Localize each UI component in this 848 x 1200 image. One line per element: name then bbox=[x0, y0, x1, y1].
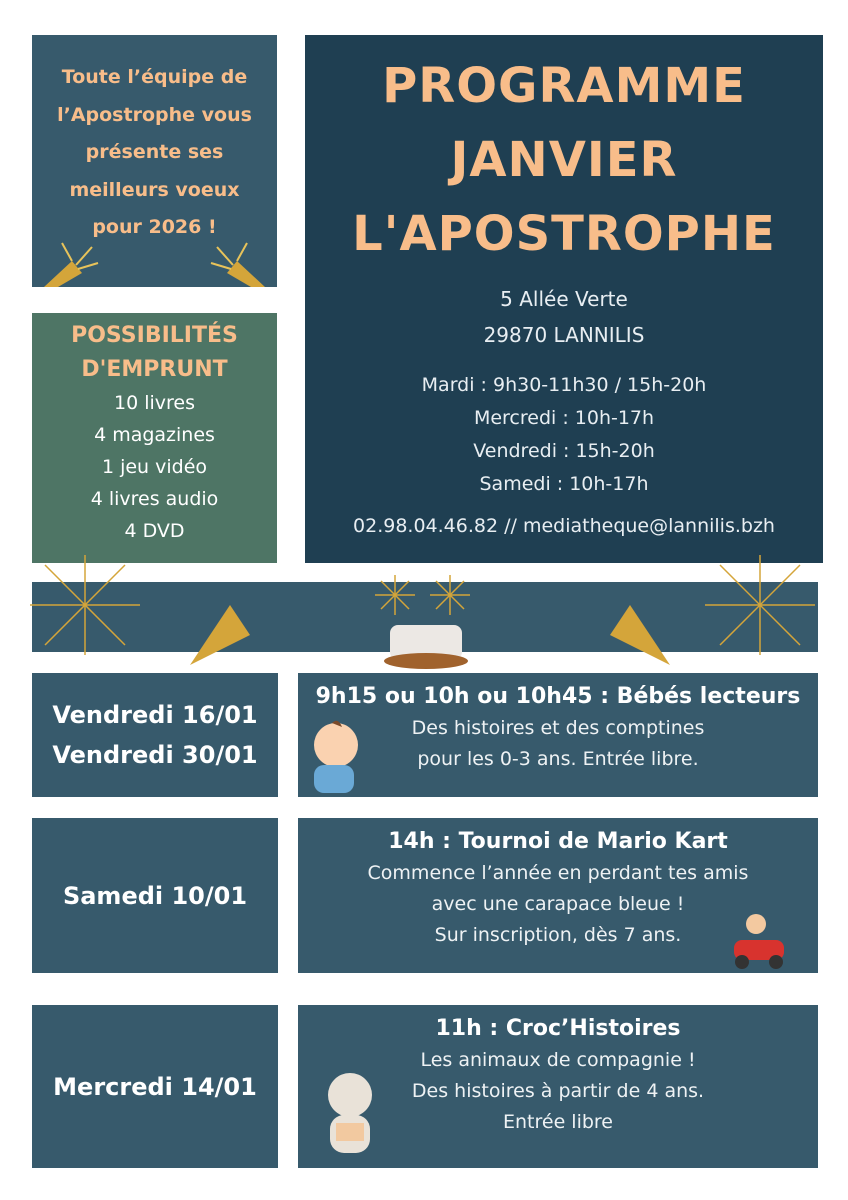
page-title: JANVIER bbox=[450, 132, 678, 188]
event-desc: Commence l’année en perdant tes amis bbox=[367, 862, 749, 884]
contact-info: 02.98.04.46.82 // mediatheque@lannilis.bzh bbox=[353, 515, 775, 537]
address-line: 29870 LANNILIS bbox=[483, 323, 645, 347]
loan-item: 10 livres bbox=[113, 392, 195, 414]
event-desc: Sur inscription, dès 7 ans. bbox=[434, 924, 682, 946]
reading-cat-icon bbox=[318, 1067, 382, 1157]
fireworks-cake-decoration bbox=[0, 545, 848, 670]
wish-line: Toute l’équipe de bbox=[61, 66, 248, 88]
loans-title: POSSIBILITÉS bbox=[71, 323, 238, 348]
event-date: Samedi 10/01 bbox=[62, 881, 248, 910]
page-title: L'APOSTROPHE bbox=[352, 206, 776, 262]
event-desc: Des histoires à partir de 4 ans. bbox=[411, 1080, 705, 1102]
baby-icon bbox=[304, 717, 364, 795]
event-desc: pour les 0-3 ans. Entrée libre. bbox=[417, 748, 699, 770]
loan-item: 4 livres audio bbox=[90, 488, 219, 510]
event-desc: avec une carapace bleue ! bbox=[431, 893, 685, 915]
event-date-box bbox=[32, 673, 278, 797]
event-desc: Des histoires et des comptines bbox=[411, 717, 705, 739]
event-date: Mercredi 14/01 bbox=[53, 1072, 257, 1101]
event-title: 9h15 ou 10h ou 10h45 : Bébés lecteurs bbox=[315, 684, 801, 709]
hours-line: Mercredi : 10h-17h bbox=[473, 407, 655, 429]
party-popper-icon bbox=[42, 239, 102, 287]
wishes-box bbox=[32, 35, 277, 287]
event-date-box bbox=[32, 818, 278, 973]
wish-line: présente ses bbox=[85, 141, 224, 163]
hours-line: Samedi : 10h-17h bbox=[479, 473, 649, 495]
wish-line: meilleurs voeux bbox=[69, 178, 240, 201]
event-title: 11h : Croc’Histoires bbox=[435, 1016, 681, 1041]
hours-line: Mardi : 9h30-11h30 / 15h-20h bbox=[421, 374, 707, 396]
event-date-box bbox=[32, 1005, 278, 1168]
event-desc: Les animaux de compagnie ! bbox=[420, 1049, 696, 1071]
event-box bbox=[298, 1005, 818, 1168]
event-box bbox=[298, 818, 818, 973]
wish-line: l’Apostrophe vous bbox=[57, 103, 252, 126]
loans-title: D'EMPRUNT bbox=[81, 357, 228, 382]
loan-options-box bbox=[32, 313, 277, 563]
event-date: Vendredi 16/01 bbox=[52, 701, 258, 729]
event-desc: Entrée libre bbox=[502, 1111, 613, 1133]
loan-item: 1 jeu vidéo bbox=[101, 456, 208, 478]
event-title: 14h : Tournoi de Mario Kart bbox=[388, 829, 728, 854]
hours-line: Vendredi : 15h-20h bbox=[473, 440, 655, 462]
address-line: 5 Allée Verte bbox=[500, 287, 628, 311]
party-popper-icon bbox=[207, 239, 267, 287]
wish-line: pour 2026 ! bbox=[92, 216, 217, 238]
header-box bbox=[305, 35, 823, 563]
loan-item: 4 DVD bbox=[124, 520, 185, 542]
loan-item: 4 magazines bbox=[94, 424, 215, 446]
event-box bbox=[298, 673, 818, 797]
event-date: Vendredi 30/01 bbox=[52, 741, 258, 769]
page-title: PROGRAMME bbox=[382, 58, 746, 114]
kart-racer-icon bbox=[730, 910, 790, 972]
